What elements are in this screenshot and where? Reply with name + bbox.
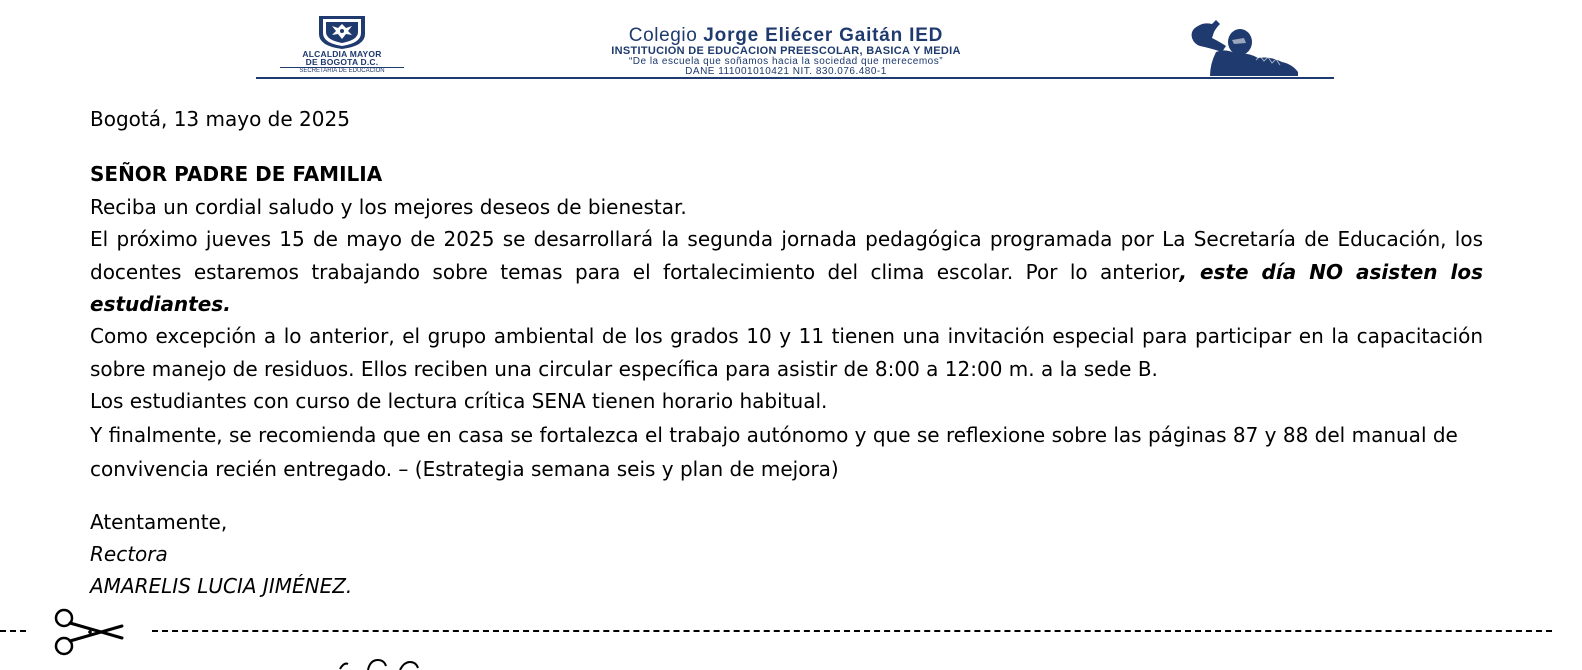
announcement-text: El próximo jueves 15 de mayo de 2025 se desarrollará la segunda jornada pedagógica programada por La Secretaría de Educación, los docentes estaremos trabajando sobre temas para el fortalecimiento del clima escolar. Por lo anterior bbox=[90, 227, 1483, 284]
dane-nit: DANE 111001010421 NIT. 830.076.480-1 bbox=[685, 66, 887, 77]
school-name bbox=[486, 26, 1086, 46]
crest-line-1: ALCALDIA MAYOR bbox=[302, 49, 382, 59]
gaitan-silhouette-icon bbox=[1186, 16, 1302, 76]
alcaldia-crest bbox=[272, 14, 412, 76]
crest-line-2: DE BOGOTA D.C. bbox=[305, 57, 379, 67]
cut-line-left bbox=[0, 630, 26, 632]
school-name-bold: Jorge Eliécer Gaitán IED bbox=[703, 25, 944, 46]
signer-role: Rectora bbox=[90, 542, 168, 566]
letter-paragraph-recommendation: Y finalmente, se recomienda que en casa se fortalezca el trabajo autónomo y que se reflexione sobre las páginas 87 y 88 del manual de convivencia recién entregado. – (Estrategia semana seis y plan de mejora) bbox=[90, 423, 1458, 481]
coat-of-arms-icon bbox=[315, 14, 369, 50]
letter-paragraph-sena: Los estudiantes con curso de lectura crítica SENA tienen horario habitual. bbox=[90, 389, 828, 413]
letter-paragraph-exception: Como excepción a lo anterior, el grupo ambiental de los grados 10 y 11 tienen una invitación especial para participar en la capacitación sobre manejo de residuos. Ellos reciben una circular específica para asistir de 8:00 a 12:00 m. a la sede B. bbox=[90, 324, 1483, 381]
letter-paragraph-greeting: Reciba un cordial saludo y los mejores deseos de bienestar. bbox=[90, 195, 687, 219]
header-rule bbox=[256, 77, 1334, 79]
crest-line-3: SECRETARIA DE EDUCACION bbox=[280, 67, 404, 75]
letter-date: Bogotá, 13 mayo de 2025 bbox=[90, 107, 350, 131]
letter-closing: Atentamente, bbox=[90, 510, 228, 534]
cut-line-right bbox=[152, 630, 1552, 632]
announcement-emphasis: , este día NO asisten los estudiantes. bbox=[90, 259, 1483, 316]
letter-paragraph-announcement bbox=[90, 223, 1483, 321]
school-prefix: Colegio bbox=[628, 25, 704, 46]
letter-greeting: SEÑOR PADRE DE FAMILIA bbox=[90, 162, 383, 186]
letterhead bbox=[256, 14, 1334, 78]
institution-line: INSTITUCION DE EDUCACION PREESCOLAR, BASICA Y MEDIA bbox=[611, 45, 961, 57]
signer-name: AMARELIS LUCIA JIMÉNEZ. bbox=[90, 574, 353, 598]
scissors-icon bbox=[52, 608, 124, 656]
school-motto: “De la escuela que soñamos hacia la sociedad que merecemos” bbox=[628, 56, 944, 67]
school-identity bbox=[486, 26, 1086, 77]
